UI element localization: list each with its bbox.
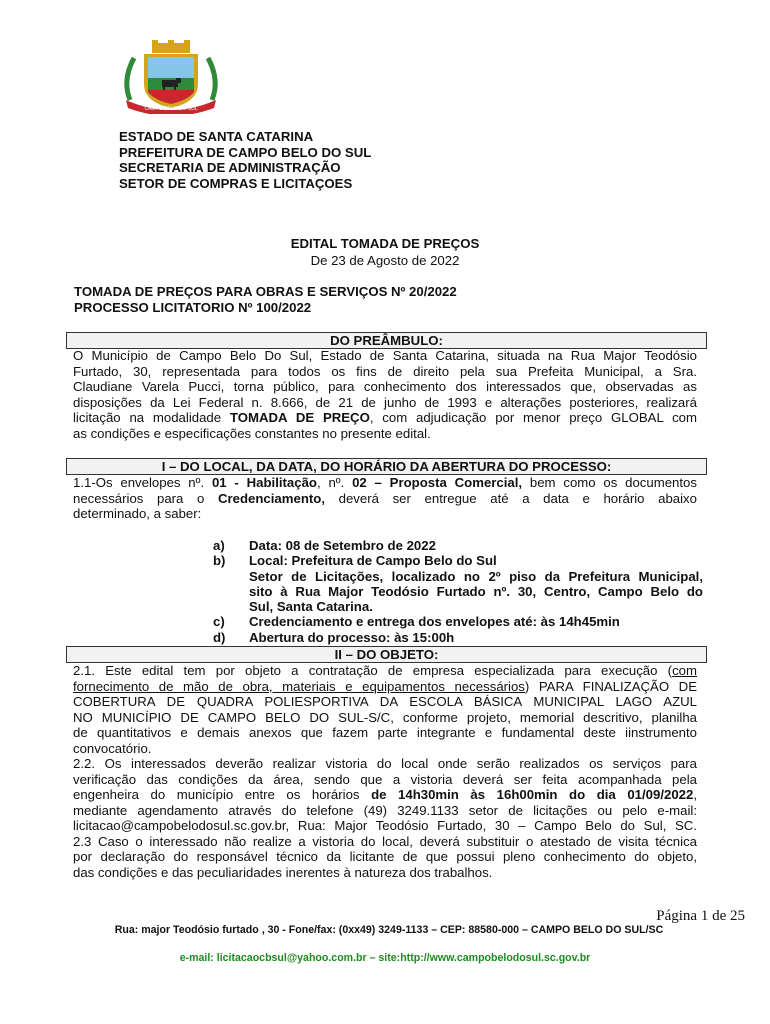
text-line (73, 663, 697, 679)
text-underlined: com (672, 663, 697, 678)
header-state: ESTADO DE SANTA CATARINA (119, 129, 314, 144)
text-line: NO MUNICÍPIO DE CAMPO BELO DO SUL-S/C, conforme projeto, memorial descritivo, planilha (73, 709, 697, 725)
municipal-crest-logo (118, 40, 224, 114)
document-title: EDITAL TOMADA DE PREÇOS (290, 236, 480, 251)
text-line: as condições e especificações constantes no presente edital. (73, 425, 431, 441)
tomada-title: TOMADA DE PREÇOS PARA OBRAS E SERVIÇOS Nº 20/2022 (74, 284, 457, 299)
header-prefecture: PREFEITURA DE CAMPO BELO DO SUL (119, 144, 372, 160)
text-segment: bem como os documentos (522, 475, 697, 490)
text-segment: deverá ser entregue até a data e horário abaixo (325, 490, 697, 506)
text-segment: , com adjudicação por menor preço GLOBAL com (369, 410, 697, 425)
list-item (213, 538, 703, 553)
text-segment: , nº. (316, 475, 353, 490)
list-text: Abertura do processo: às 15:00h (249, 629, 455, 645)
text-line (73, 475, 697, 491)
text-line: por declaração do responsável técnico da licitante de que possui pleno conhecimento do objeto, (73, 849, 697, 864)
list-text: Sul, Santa Catarina. (249, 599, 373, 615)
list-item (213, 614, 703, 629)
section2-paragraph (73, 663, 697, 880)
list-key: b) (213, 553, 226, 569)
section-heading-objeto: II – DO OBJETO: (66, 646, 707, 663)
text-line: 2.2. Os interessados deverão realizar vistoria do local onde serão realizados os serviços para (73, 756, 697, 771)
section-heading-local-data: I – DO LOCAL, DA DATA, DO HORÁRIO DA ABERTURA DO PROCESSO: (66, 458, 707, 475)
document-date: De 23 de Agosto de 2022 (310, 253, 460, 268)
list-text: Local: Prefeitura de Campo Belo do Sul (249, 553, 497, 569)
text-segment: engenheira do município entre os horários (73, 787, 372, 802)
text-bold: 01 - Habilitação (211, 475, 317, 490)
text-segment: 2.1. Este edital tem por objeto a contratação de empresa especializada para execução ( (73, 663, 673, 678)
text-line: COBERTURA DE QUADRA POLIESPORTIVA DA ESCOLA BÁSICA MUNICIPAL LAGO AZUL (73, 694, 697, 709)
text-segment: 1.1-Os envelopes nº. (73, 475, 212, 490)
list-item (213, 553, 703, 568)
text-segment: necessários para o (73, 490, 218, 506)
text-segment: licitação na modalidade (73, 410, 230, 425)
list-text: sito à Rua Major Teodósio Furtado nº. 30, Centro, Campo Belo do (249, 583, 703, 599)
schedule-list (213, 538, 703, 645)
list-item (213, 599, 703, 614)
preambulo-paragraph (73, 348, 697, 441)
list-key (213, 569, 249, 584)
list-item (213, 569, 703, 584)
list-item (213, 630, 703, 645)
text-line (73, 787, 697, 803)
list-key: d) (213, 629, 226, 645)
section-heading-preambulo: DO PREÂMBULO: (66, 332, 707, 349)
text-line: verificação das condições da área, sendo que a vistoria deverá ser feita acompanhada pela (73, 771, 697, 787)
text-line: de quantitativos e demais anexos que fazem parte integrante e fundamental deste iinstrumento (73, 725, 697, 740)
footer-contact-link[interactable]: e-mail: licitacaocbsul@yahoo.com.br – site:http://www.campobelodosul.sc.gov.br (179, 952, 591, 964)
list-key: c) (213, 614, 225, 630)
text-line (73, 491, 697, 507)
text-line: disposições da Lei Federal n. 8.666, de 21 de junho de 1993 e alterações posteriores, realizará (73, 394, 697, 410)
page-number: Página 1 de 25 (656, 908, 745, 924)
text-line: convocatório. (73, 740, 152, 756)
text-line: das condições e das peculiaridades inerentes à natureza dos trabalhos. (73, 864, 493, 880)
text-bold: 02 – Proposta Comercial, (352, 475, 523, 490)
visit-schedule-bold: de 14h30min às 16h00min do dia 01/09/2022 (371, 787, 694, 802)
text-line: Furtado, 30, representada para todos os fins de direito pela sua Prefeita Municipal, a Sra. (73, 363, 697, 379)
text-line: licitacao@campobelodosul.sc.gov.br, Rua: Major Teodósio Furtado, 30 – Campo Belo do Sul, SC. (73, 818, 697, 833)
section1-paragraph (73, 475, 697, 522)
list-text: Credenciamento e entrega dos envelopes até: às 14h45min (249, 614, 620, 630)
footer-address: Rua: major Teodósio furtado , 30 - Fone/fax: (0xx49) 3249-1133 – CEP: 88580-000 – CAMPO BELO DO SUL/SC (114, 924, 664, 936)
text-line: Claudiane Varela Pucci, torna público, para conhecimento dos interessados que, observadas as (73, 379, 697, 394)
process-number: PROCESSO LICITATORIO Nº 100/2022 (74, 299, 312, 315)
text-bold: Credenciamento, (218, 490, 325, 506)
text-line (73, 679, 697, 695)
header-secretariat: SECRETARIA DE ADMINISTRAÇÃO (119, 160, 341, 175)
text-line: determinado, a saber: (73, 506, 202, 521)
tomada-block (74, 284, 457, 315)
list-key: a) (213, 538, 225, 553)
header-sector: SETOR DE COMPRAS E LICITAÇOES (119, 175, 353, 191)
text-line: 2.3 Caso o interessado não realize a vistoria do local, deverá substituir o atestado de visita técnica (73, 833, 697, 849)
text-segment: , (693, 787, 697, 802)
list-key (213, 599, 249, 614)
text-line: O Município de Campo Belo Do Sul, Estado de Santa Catarina, situada na Rua Major Teodósio (73, 348, 697, 363)
text-underlined: fornecimento de mão de obra, materiais e equipamentos necessários (73, 678, 525, 694)
list-key (213, 584, 249, 599)
crest-ribbon-text: CAMPO BELO DO SUL (144, 106, 198, 112)
list-item (213, 584, 703, 599)
text-line: mediante agendamento através do telefone (49) 3249.1133 setor de licitações ou pelo e-mail: (73, 802, 697, 818)
list-text: Setor de Licitações, localizado no 2º piso da Prefeitura Municipal, (249, 568, 703, 584)
text-segment: ) PARA FINALIZAÇÃO DE (524, 678, 698, 694)
text-line (73, 410, 697, 426)
list-text: Data: 08 de Setembro de 2022 (249, 538, 436, 553)
modality-bold: TOMADA DE PREÇO (229, 410, 370, 425)
institution-header (119, 129, 371, 191)
